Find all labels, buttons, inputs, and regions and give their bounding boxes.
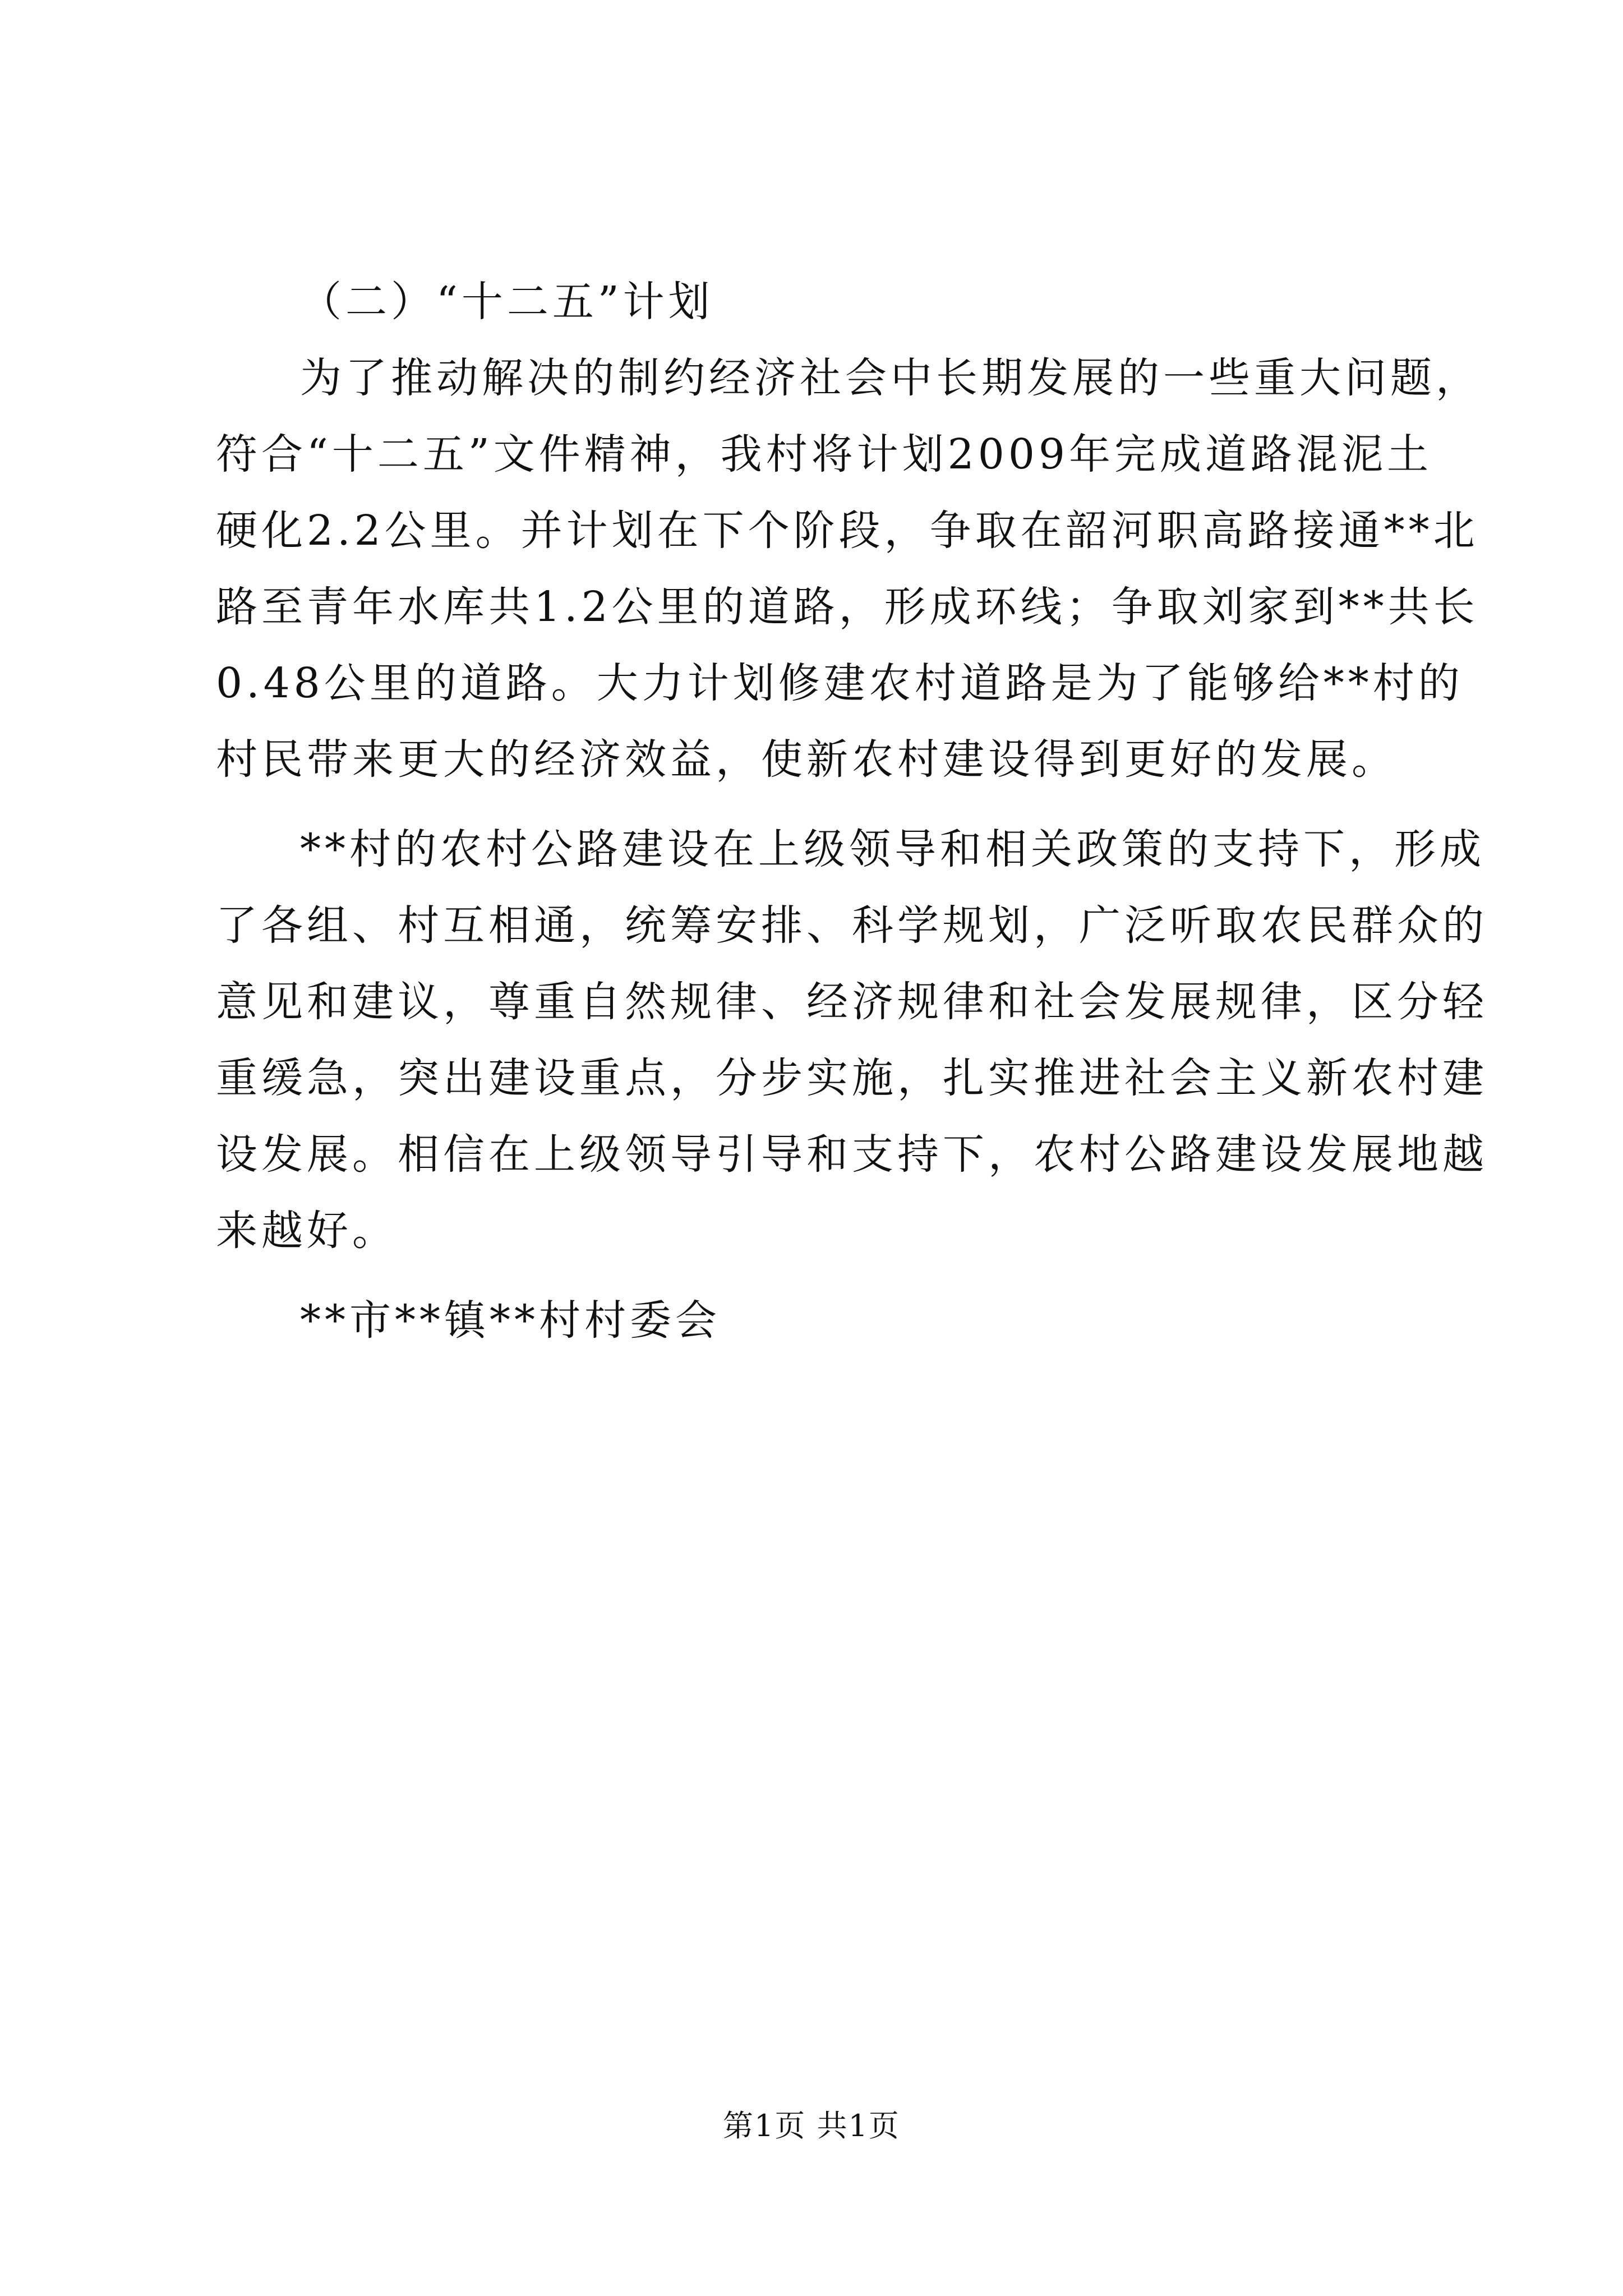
paragraph-line: 重缓急，突出建设重点，分步实施，扎实推进社会主义新农村建	[216, 1054, 1488, 1102]
paragraph-summary	[216, 811, 1488, 1269]
paragraph-line: 村民带来更大的经济效益，使新农村建设得到更好的发展。	[216, 735, 1397, 784]
paragraph-line: 了各组、村互相通，统筹安排、科学规划，广泛听取农民群众的	[216, 901, 1488, 950]
paragraph-line: 0.48公里的道路。大力计划修建农村道路是为了能够给**村的	[216, 659, 1464, 707]
paragraph-plan	[216, 340, 1481, 798]
paragraph-line: 意见和建议，尊重自然规律、经济规律和社会发展规律，区分轻	[216, 978, 1488, 1026]
paragraph-line: 设发展。相信在上级领导引导和支持下，农村公路建设发展地越	[216, 1130, 1488, 1179]
section-heading: （二）“十二五”计划	[300, 278, 714, 326]
paragraph-line: 硬化2.2公里。并计划在下个阶段，争取在韶河职高路接通**北	[216, 507, 1479, 555]
signature: **市**镇**村村委会	[300, 1296, 721, 1345]
paragraph-line: 来越好。	[216, 1207, 398, 1255]
document-body	[216, 264, 1488, 1359]
page-number: 第1页 共1页	[723, 2108, 900, 2143]
paragraph-line: 为了推动解决的制约经济社会中长期发展的一些重大问题，	[300, 354, 1481, 402]
paragraph-line: 符合“十二五”文件精神，我村将计划2009年完成道路混泥土	[216, 430, 1432, 478]
paragraph-line: 路至青年水库共1.2公里的道路，形成环线；争取刘家到**共长	[216, 583, 1479, 631]
paragraph-line: **村的农村公路建设在上级领导和相关政策的支持下，形成	[300, 825, 1485, 873]
